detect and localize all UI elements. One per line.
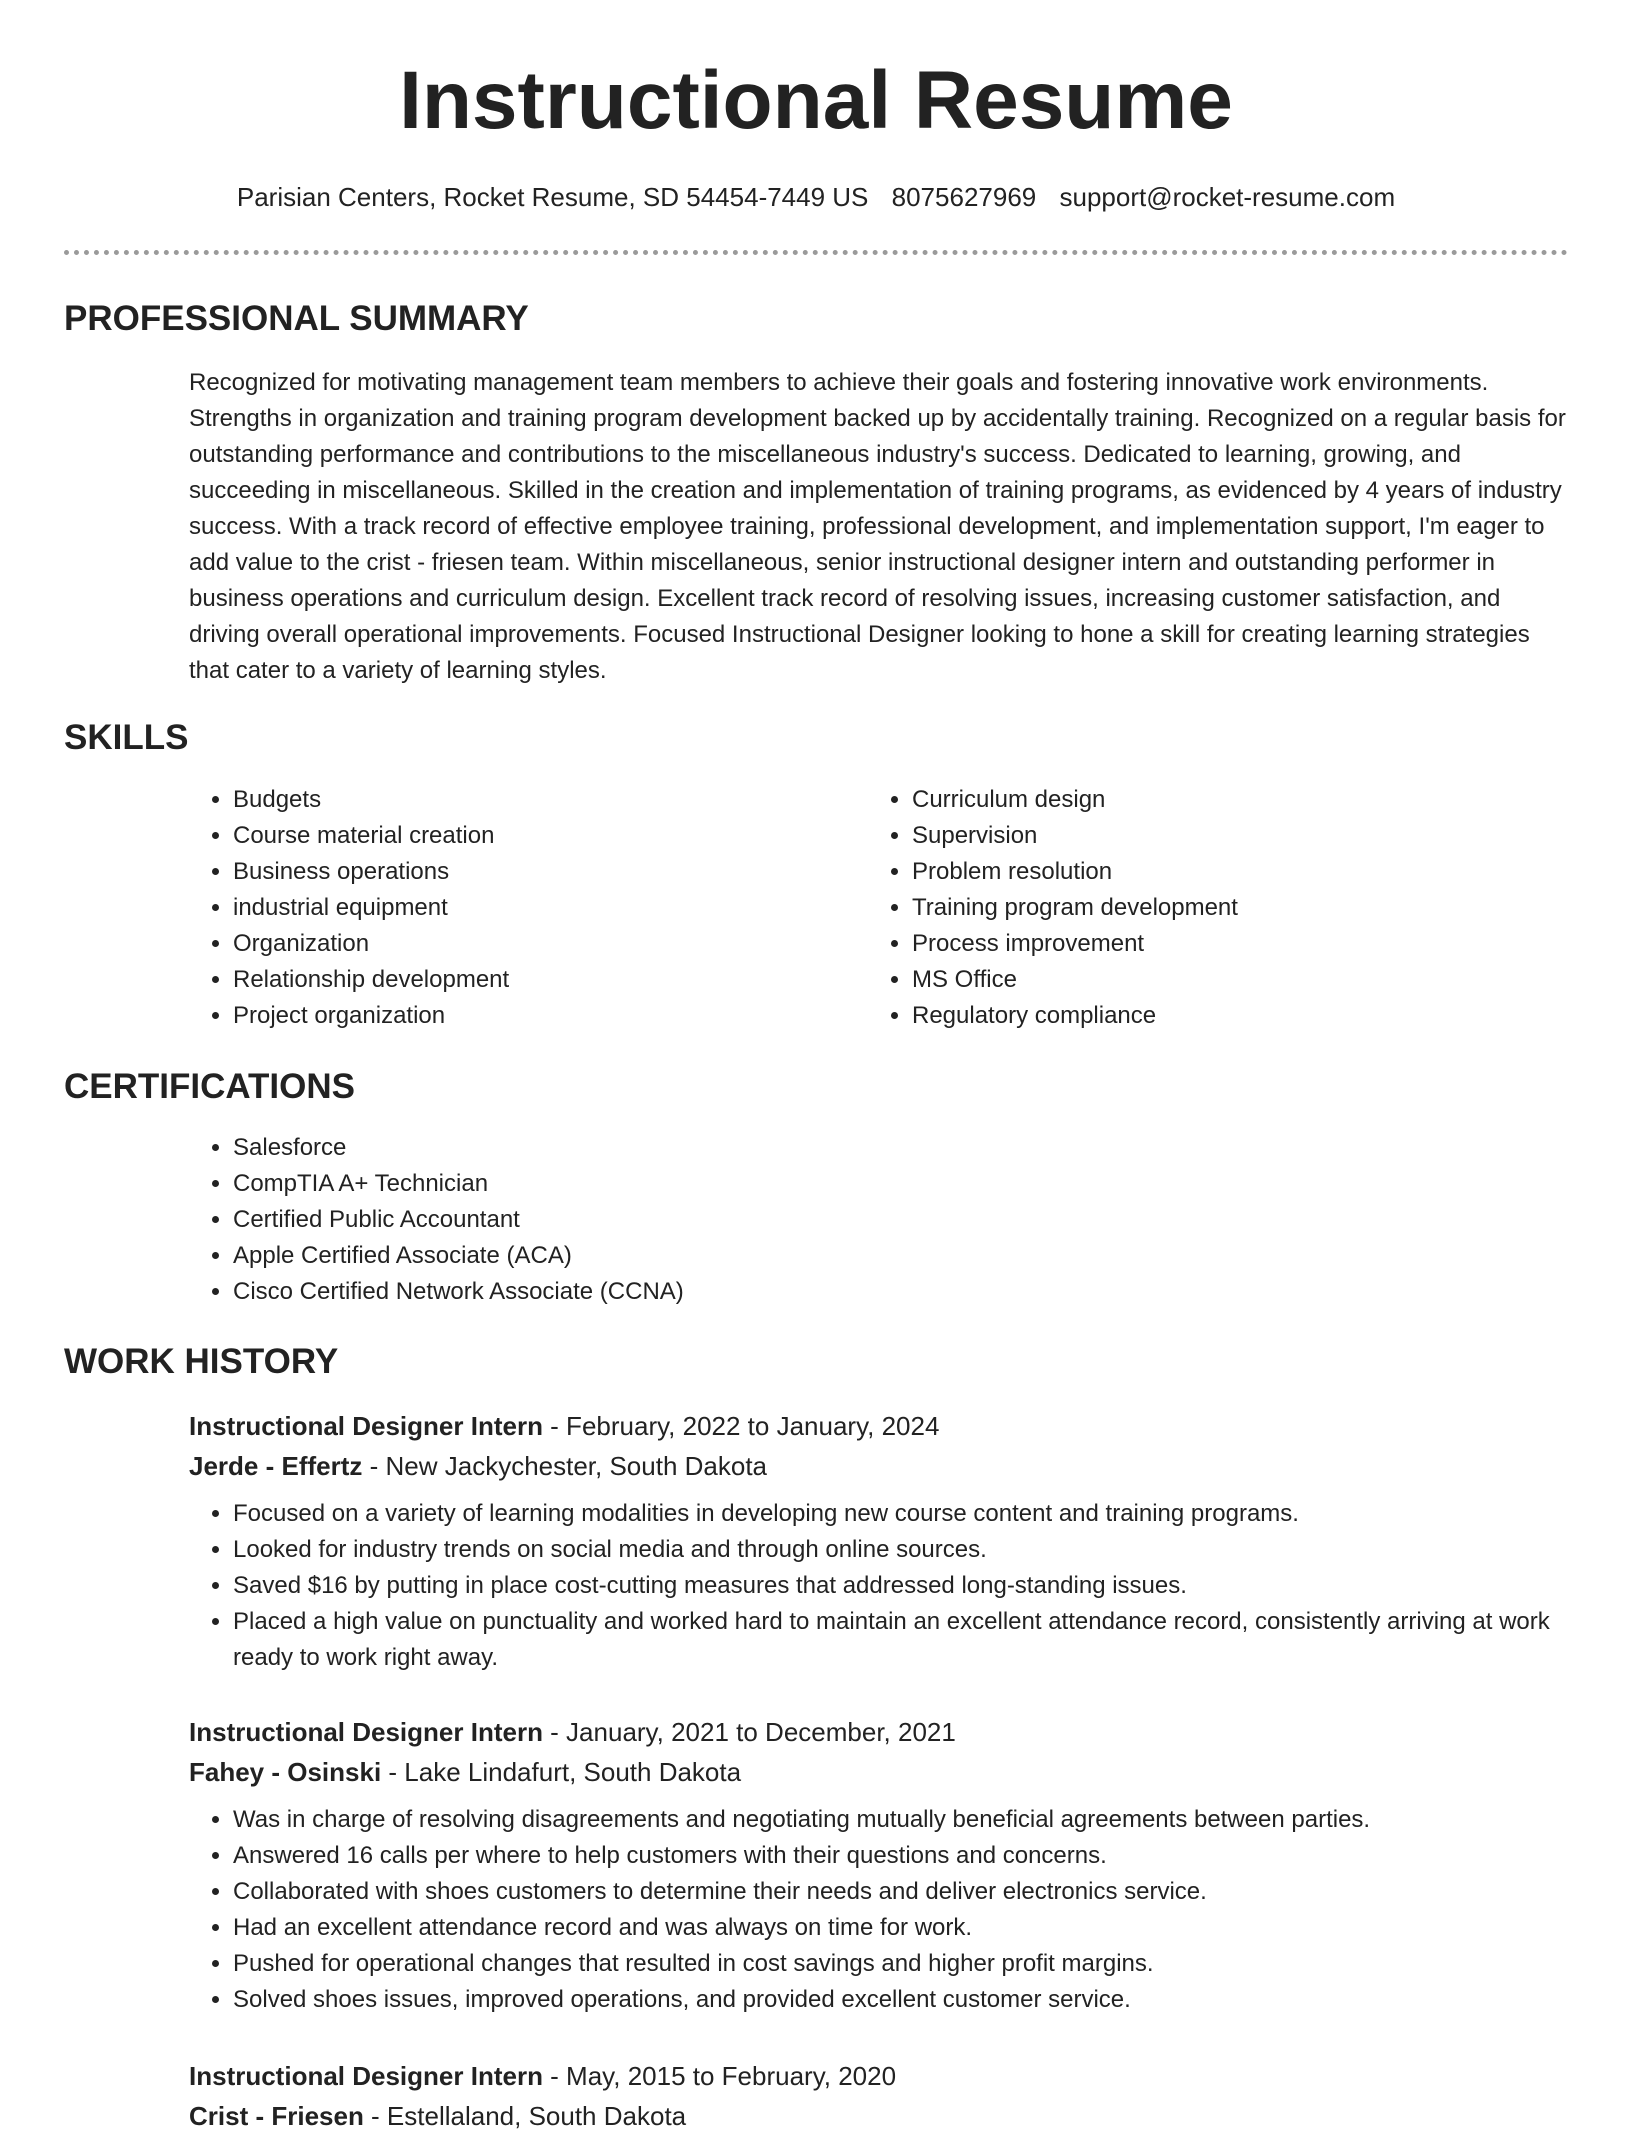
certification-item: • Apple Certified Associate (ACA)	[233, 1238, 684, 1274]
job-bullet: • Solved shoes issues, improved operations, and provided excellent customer service.	[233, 1982, 1569, 2018]
job-company: Crist - Friesen	[189, 2101, 364, 2131]
skill-item: • Training program development	[912, 890, 1238, 926]
job-company: Fahey - Osinski	[189, 1757, 382, 1787]
skill-item: • Supervision	[912, 818, 1238, 854]
job-bullet: • Answered 16 calls per where to help customers with their questions and concerns.	[233, 1838, 1569, 1874]
contact-phone: 8075627969	[891, 182, 1037, 212]
job-location: - Estellaland, South Dakota	[363, 2101, 687, 2131]
job-dates: - February, 2022 to January, 2024	[542, 1411, 940, 1441]
job-location: - Lake Lindafurt, South Dakota	[381, 1757, 742, 1787]
skill-item: • Regulatory compliance	[912, 998, 1238, 1034]
certification-item: • CompTIA A+ Technician	[233, 1166, 684, 1202]
certifications-list	[189, 1130, 684, 1310]
job-bullet: • Had an excellent attendance record and was always on time for work.	[233, 1910, 1569, 1946]
header-divider	[64, 250, 1568, 255]
contact-line	[0, 182, 1632, 213]
job-role: Instructional Designer Intern	[189, 1411, 543, 1441]
skill-item: • Budgets	[233, 782, 509, 818]
contact-address: Parisian Centers, Rocket Resume, SD 54454-7449 US	[236, 182, 869, 212]
job-company-line	[189, 2096, 1569, 2136]
skills-left-list	[189, 782, 509, 1034]
summary-text: Recognized for motivating management team members to achieve their goals and fostering innovative work environments. Strengths in organization and training program development backed up by accidentally training. Recognized on a regular basis for outstanding performance and contributions to the miscellaneous industry's success. Dedicated to learning, growing, and succeeding in miscellaneous. Skilled in the creation and implementation of training programs, as evidenced by 4 years of industry success. With a track record of effective employee training, professional development, and implementation support, I'm eager to add value to the crist - friesen team. Within miscellaneous, senior instructional designer intern and outstanding performer in business operations and curriculum design. Excellent track record of resolving issues, increasing customer satisfaction, and driving overall operational improvements. Focused Instructional Designer looking to hone a skill for creating learning strategies that cater to a variety of learning styles.	[189, 369, 1566, 684]
work-history-heading: WORK HISTORY	[64, 1342, 339, 1381]
job-company-line	[189, 1752, 1569, 1792]
job-bullet: • Collaborated with shoes customers to determine their needs and deliver electronics service.	[233, 1874, 1569, 1910]
contact-email: support@rocket-resume.com	[1059, 182, 1396, 212]
summary-heading: PROFESSIONAL SUMMARY	[64, 299, 529, 338]
job-title-line	[189, 2056, 1569, 2096]
skills-right-list	[868, 782, 1238, 1034]
skill-item: • Project organization	[233, 998, 509, 1034]
job-dates: - January, 2021 to December, 2021	[542, 1717, 956, 1747]
skills-right-column	[868, 782, 1238, 1034]
skill-item: • Organization	[233, 926, 509, 962]
job-role: Instructional Designer Intern	[189, 2061, 543, 2091]
skill-item: • Curriculum design	[912, 782, 1238, 818]
resume-title: Instructional Resume	[399, 55, 1233, 146]
job-bullets	[189, 1496, 1569, 1676]
skills-heading: SKILLS	[64, 718, 189, 757]
skill-item: • Process improvement	[912, 926, 1238, 962]
certifications-block	[189, 1130, 684, 1310]
certifications-heading: CERTIFICATIONS	[64, 1067, 356, 1106]
certification-item: • Certified Public Accountant	[233, 1202, 684, 1238]
job-role: Instructional Designer Intern	[189, 1717, 543, 1747]
job-bullet: • Was in charge of resolving disagreements and negotiating mutually beneficial agreements between parties.	[233, 1802, 1569, 1838]
certification-item: • Salesforce	[233, 1130, 684, 1166]
job-dates: - May, 2015 to February, 2020	[542, 2061, 897, 2091]
skill-item: • Business operations	[233, 854, 509, 890]
skills-left-column	[189, 782, 509, 1034]
job-entry	[189, 2056, 1569, 2136]
skill-item: • MS Office	[912, 962, 1238, 998]
job-title-line	[189, 1406, 1569, 1446]
job-bullet: • Placed a high value on punctuality and worked hard to maintain an excellent attendance record, consistently arriving at work ready to work right away.	[233, 1604, 1569, 1676]
certification-item: • Cisco Certified Network Associate (CCNA)	[233, 1274, 684, 1310]
job-title-line	[189, 1712, 1569, 1752]
job-bullet: • Saved $16 by putting in place cost-cutting measures that addressed long-standing issues.	[233, 1568, 1569, 1604]
skill-item: • Problem resolution	[912, 854, 1238, 890]
skill-item: • Course material creation	[233, 818, 509, 854]
skill-item: • Relationship development	[233, 962, 509, 998]
job-bullet: • Pushed for operational changes that resulted in cost savings and higher profit margins.	[233, 1946, 1569, 1982]
job-company-line	[189, 1446, 1569, 1486]
job-location: - New Jackychester, South Dakota	[362, 1451, 768, 1481]
skill-item: • industrial equipment	[233, 890, 509, 926]
job-bullets	[189, 1802, 1569, 2018]
job-bullet: • Focused on a variety of learning modalities in developing new course content and training programs.	[233, 1496, 1569, 1532]
job-bullet: • Looked for industry trends on social media and through online sources.	[233, 1532, 1569, 1568]
job-entry	[189, 1712, 1569, 2018]
job-company: Jerde - Effertz	[189, 1451, 363, 1481]
job-entry	[189, 1406, 1569, 1676]
